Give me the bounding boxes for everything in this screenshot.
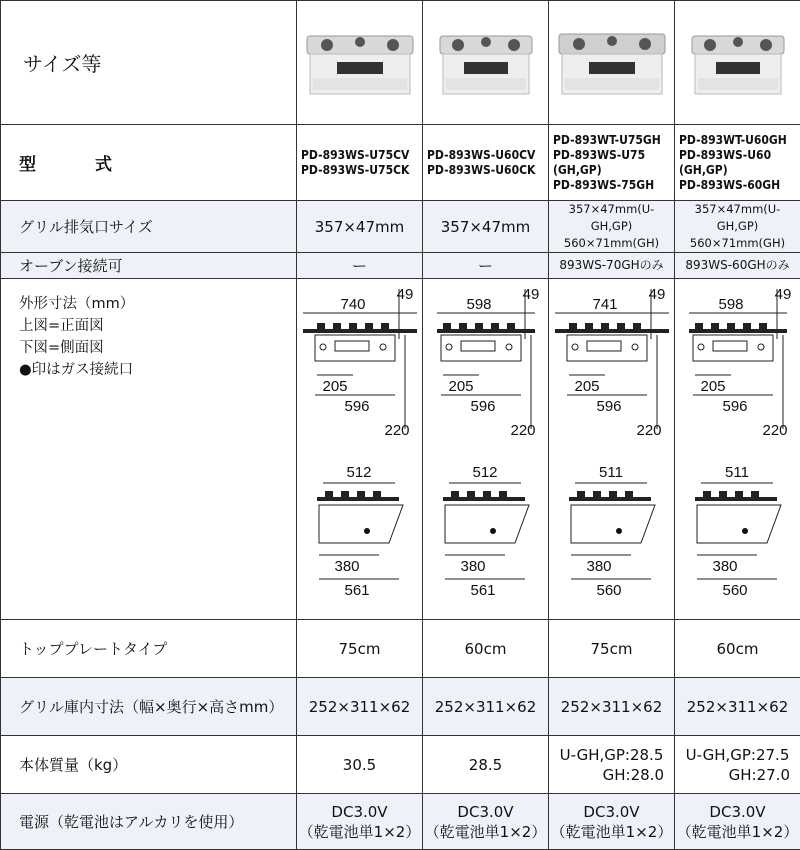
burner-mark <box>585 323 593 329</box>
model-cell <box>675 125 800 201</box>
model-cell <box>423 125 549 201</box>
product-image-cell <box>549 1 675 125</box>
top-plate-value: 60cm <box>423 620 549 678</box>
burner-mark <box>719 491 727 497</box>
top-plate-shape <box>555 329 669 333</box>
model-cell <box>297 125 423 201</box>
dimension-label: 560 <box>722 582 747 599</box>
grill-exhaust-line: 357×47mm(U-GH,GP) <box>549 201 674 235</box>
outline-label-line: 下図=側面図 <box>19 337 296 359</box>
burner-mark <box>703 491 711 497</box>
top-plate-label: トッププレートタイプ <box>1 620 297 678</box>
grill-inner-value: 252×311×62 <box>675 678 800 736</box>
grill-exhaust-label: グリル排気口サイズ <box>1 201 297 253</box>
cooktop-image <box>438 28 534 98</box>
model-name: (GH,GP) <box>679 163 800 178</box>
model-name: (GH,GP) <box>553 163 674 178</box>
model-name: PD-893WS-U75CK <box>301 163 422 178</box>
grill-door-shape <box>461 341 495 351</box>
top-plate-shape <box>437 329 535 333</box>
oven-value: 893WS-70GHのみ <box>549 253 675 279</box>
weight-label: 本体質量（kg） <box>1 736 297 794</box>
dimension-label: 561 <box>344 582 369 599</box>
burner-mark <box>609 491 617 497</box>
burner-mark <box>365 323 373 329</box>
dimension-label: 596 <box>596 398 621 415</box>
gas-inlet-mark <box>616 528 622 534</box>
weight-line: U-GH,GP:28.5 <box>549 745 674 765</box>
header-row <box>1 1 800 125</box>
weight-line: U-GH,GP:27.5 <box>675 745 800 765</box>
weight-value: 30.5 <box>297 736 423 794</box>
dimension-label: 49 <box>649 286 666 303</box>
dimension-label: 380 <box>586 558 611 575</box>
burner-mark <box>341 491 349 497</box>
model-name: PD-893WS-U60 <box>679 148 800 163</box>
dimension-label: 205 <box>700 378 725 395</box>
side-body-shape <box>319 505 403 543</box>
weight-value: 28.5 <box>423 736 549 794</box>
outline-row <box>1 279 800 620</box>
power-line: （乾電池単1×2） <box>549 822 674 842</box>
weight-line: GH:28.0 <box>549 765 674 785</box>
side-plate-shape <box>317 497 399 501</box>
model-name: PD-893WS-75GH <box>553 178 674 193</box>
dimension-label: 596 <box>470 398 495 415</box>
power-line: DC3.0V <box>675 802 800 822</box>
model-name: PD-893WS-U60CK <box>427 163 548 178</box>
dimension-label: 598 <box>466 296 491 313</box>
dimension-label: 49 <box>397 286 414 303</box>
oven-value: 893WS-60GHのみ <box>675 253 800 279</box>
outline-drawing-cell <box>675 279 800 620</box>
page-title: サイズ等 <box>23 52 101 76</box>
burner-mark <box>373 491 381 497</box>
burner-mark <box>381 323 389 329</box>
weight-value <box>549 736 675 794</box>
cooktop-image <box>690 28 786 98</box>
power-line: DC3.0V <box>549 802 674 822</box>
burner-mark <box>593 491 601 497</box>
model-name: PD-893WT-U75GH <box>553 133 674 148</box>
burner-mark <box>499 491 507 497</box>
outline-label-cell <box>1 279 297 620</box>
grill-exhaust-value <box>549 201 675 253</box>
power-label: 電源（乾電池はアルカリを使用） <box>1 794 297 850</box>
dimension-label: 380 <box>334 558 359 575</box>
cooktop-image <box>557 28 667 98</box>
power-line: DC3.0V <box>423 802 548 822</box>
dimension-label: 596 <box>344 398 369 415</box>
burner-mark <box>491 323 499 329</box>
burner-mark <box>317 323 325 329</box>
model-label-cell <box>1 125 297 201</box>
power-value <box>297 794 423 850</box>
side-plate-shape <box>443 497 525 501</box>
dimension-label: 220 <box>510 422 535 439</box>
grill-inner-row <box>1 678 800 736</box>
model-name: PD-893WT-U60GH <box>679 133 800 148</box>
power-row <box>1 794 800 850</box>
side-body-shape <box>571 505 655 543</box>
dimension-label: 380 <box>712 558 737 575</box>
burner-mark <box>357 491 365 497</box>
burner-mark <box>743 323 751 329</box>
model-label: 型 式 <box>19 155 114 175</box>
grill-inner-value: 252×311×62 <box>423 678 549 736</box>
oven-row <box>1 253 800 279</box>
burner-mark <box>617 323 625 329</box>
power-line: （乾電池単1×2） <box>297 822 422 842</box>
power-value <box>675 794 800 850</box>
top-plate-row <box>1 620 800 678</box>
burner-mark <box>601 323 609 329</box>
top-plate-value: 75cm <box>549 620 675 678</box>
grill-door-shape <box>587 341 621 351</box>
weight-row <box>1 736 800 794</box>
grill-exhaust-line: 560×71mm(GH) <box>549 235 674 252</box>
model-row <box>1 125 800 201</box>
outline-drawing <box>297 279 423 615</box>
model-cell <box>549 125 675 201</box>
burner-mark <box>633 323 641 329</box>
outline-label-line: 上図=正面図 <box>19 315 296 337</box>
dimension-label: 205 <box>448 378 473 395</box>
burner-mark <box>325 491 333 497</box>
dimension-label: 220 <box>636 422 661 439</box>
model-name: PD-893WS-60GH <box>679 178 800 193</box>
grill-inner-value: 252×311×62 <box>549 678 675 736</box>
top-plate-shape <box>689 329 787 333</box>
outline-drawing <box>423 279 549 615</box>
cooktop-image <box>305 28 415 98</box>
outline-drawing-cell <box>549 279 675 620</box>
grill-exhaust-row <box>1 201 800 253</box>
outline-drawing <box>549 279 675 615</box>
header-cell <box>1 1 297 125</box>
burner-mark <box>569 323 577 329</box>
burner-mark <box>625 491 633 497</box>
grill-inner-value: 252×311×62 <box>297 678 423 736</box>
oven-value: ー <box>423 253 549 279</box>
power-value <box>423 794 549 850</box>
dimension-label: 49 <box>523 286 540 303</box>
dimension-label: 561 <box>470 582 495 599</box>
gas-inlet-mark <box>742 528 748 534</box>
product-image-cell <box>675 1 800 125</box>
dimension-label: 511 <box>725 464 749 481</box>
dimension-label: 740 <box>340 296 365 313</box>
grill-inner-label: グリル庫内寸法（幅×奥行×高さmm） <box>1 678 297 736</box>
top-plate-shape <box>303 329 417 333</box>
burner-mark <box>727 323 735 329</box>
side-body-shape <box>445 505 529 543</box>
grill-exhaust-line: 560×71mm(GH) <box>675 235 800 252</box>
grill-exhaust-value <box>675 201 800 253</box>
product-image-cell <box>297 1 423 125</box>
dimension-label: 512 <box>472 464 497 481</box>
side-body-shape <box>697 505 781 543</box>
oven-label: オーブン接続可 <box>1 253 297 279</box>
outline-label-line: ●印はガス接続口 <box>19 359 296 381</box>
power-line: DC3.0V <box>297 802 422 822</box>
burner-mark <box>735 491 743 497</box>
burner-mark <box>467 491 475 497</box>
dimension-label: 596 <box>722 398 747 415</box>
burner-mark <box>507 323 515 329</box>
outline-label-line: 外形寸法（mm） <box>19 293 296 315</box>
dimension-label: 598 <box>718 296 743 313</box>
grill-door-shape <box>713 341 747 351</box>
dimension-label: 220 <box>384 422 409 439</box>
power-value <box>549 794 675 850</box>
gas-inlet-mark <box>364 528 370 534</box>
weight-value <box>675 736 800 794</box>
burner-mark <box>759 323 767 329</box>
grill-exhaust-value: 357×47mm <box>423 201 549 253</box>
dimension-label: 512 <box>346 464 371 481</box>
burner-mark <box>751 491 759 497</box>
grill-exhaust-value: 357×47mm <box>297 201 423 253</box>
model-name: PD-893WS-U60CV <box>427 148 548 163</box>
dimension-label: 380 <box>460 558 485 575</box>
top-plate-value: 60cm <box>675 620 800 678</box>
outline-drawing-cell <box>423 279 549 620</box>
dimension-label: 205 <box>574 378 599 395</box>
outline-drawing <box>675 279 800 615</box>
dimension-label: 205 <box>322 378 347 395</box>
burner-mark <box>333 323 341 329</box>
weight-line: GH:27.0 <box>675 765 800 785</box>
model-name: PD-893WS-U75CV <box>301 148 422 163</box>
burner-mark <box>475 323 483 329</box>
burner-mark <box>451 491 459 497</box>
side-plate-shape <box>569 497 651 501</box>
burner-mark <box>711 323 719 329</box>
burner-mark <box>459 323 467 329</box>
power-line: （乾電池単1×2） <box>675 822 800 842</box>
side-plate-shape <box>695 497 777 501</box>
power-line: （乾電池単1×2） <box>423 822 548 842</box>
product-image-cell <box>423 1 549 125</box>
dimension-label: 741 <box>592 296 617 313</box>
burner-mark <box>443 323 451 329</box>
grill-exhaust-line: 357×47mm(U-GH,GP) <box>675 201 800 235</box>
burner-mark <box>483 491 491 497</box>
top-plate-value: 75cm <box>297 620 423 678</box>
burner-mark <box>577 491 585 497</box>
dimension-label: 560 <box>596 582 621 599</box>
outline-drawing-cell <box>297 279 423 620</box>
model-name: PD-893WS-U75 <box>553 148 674 163</box>
oven-value: ー <box>297 253 423 279</box>
dimension-label: 49 <box>775 286 792 303</box>
dimension-label: 220 <box>762 422 787 439</box>
burner-mark <box>349 323 357 329</box>
dimension-label: 511 <box>599 464 623 481</box>
gas-inlet-mark <box>490 528 496 534</box>
grill-door-shape <box>335 341 369 351</box>
burner-mark <box>695 323 703 329</box>
